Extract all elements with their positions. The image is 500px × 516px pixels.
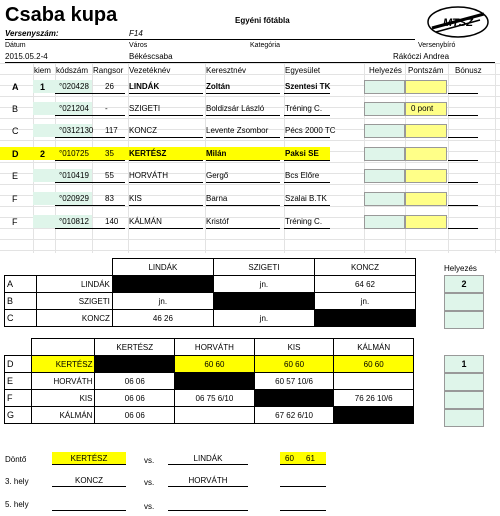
self-match-cell[interactable]	[334, 407, 414, 424]
g2-header-4: KÁLMÁN	[334, 339, 414, 356]
varos-value: Békéscsaba	[129, 52, 173, 61]
row-club: Szalai B.TK	[285, 194, 327, 203]
row-letter: E	[5, 373, 32, 390]
versenybiro-value: Rákóczi Andrea	[393, 52, 450, 61]
match-result[interactable]	[175, 407, 255, 424]
g2-header-1: KERTÉSZ	[95, 339, 175, 356]
row-rank: 35	[105, 149, 114, 158]
row-code: °010725	[59, 149, 89, 158]
group-place-cell[interactable]	[444, 409, 484, 427]
tournament-logo	[422, 4, 494, 40]
group-place-cell[interactable]	[444, 311, 484, 329]
row-seed: 1	[40, 82, 46, 92]
row-firstname: Barna	[206, 194, 228, 203]
self-match-cell[interactable]	[112, 276, 213, 293]
header-underline-2	[5, 62, 495, 63]
row-lastname: KÁLMÁN	[129, 217, 162, 226]
row-club: Tréning C.	[285, 217, 323, 226]
helyezes-cell[interactable]	[364, 192, 405, 206]
pontszam-cell[interactable]	[405, 147, 447, 161]
col-pontszam: Pontszám	[408, 66, 444, 75]
match-result[interactable]: 64 62	[314, 276, 415, 293]
row-rank: 26	[105, 82, 114, 91]
col-kiem: kiem	[34, 66, 51, 75]
row-firstname: Zoltán	[206, 82, 230, 91]
donto-score-1: 60	[285, 454, 294, 463]
match-result[interactable]: jn.	[213, 276, 314, 293]
page-subtitle: Egyéni főtábla	[235, 16, 290, 25]
row-group-letter: A	[12, 82, 19, 92]
row-club: Bcs Előre	[285, 171, 320, 180]
helyezes-cell[interactable]	[364, 169, 405, 183]
g1-header-3: KONCZ	[314, 259, 415, 276]
col-kodszam: kódszám	[56, 66, 89, 75]
match-result[interactable]: 06 75 6/10	[175, 390, 255, 407]
self-match-cell[interactable]	[175, 373, 255, 390]
row-code: °0312130	[59, 126, 94, 135]
row-letter: F	[5, 390, 32, 407]
pontszam-cell[interactable]	[405, 80, 447, 94]
row-code: °010812	[59, 217, 89, 226]
hely5-vs: vs.	[144, 502, 155, 511]
row-letter: D	[5, 356, 32, 373]
group-row	[5, 276, 416, 293]
row-player-name: KONCZ	[37, 310, 112, 327]
helyezes-cell[interactable]	[364, 80, 405, 94]
match-result[interactable]: 76 26 10/6	[334, 390, 414, 407]
versenyszam-label: Versenyszám:	[5, 29, 59, 38]
row-lastname: KERTÉSZ	[129, 149, 167, 158]
col-rangsor: Rangsor	[93, 66, 124, 75]
group-a-table	[4, 258, 416, 327]
row-code: °021204	[59, 104, 89, 113]
row-rank: 55	[105, 171, 114, 180]
match-result[interactable]: 60 57 10/6	[254, 373, 334, 390]
col-vezeteknev: Vezetéknév	[129, 66, 171, 75]
group-row	[5, 390, 414, 407]
helyezes-cell[interactable]	[364, 102, 405, 116]
row-lastname: LINDÁK	[129, 82, 160, 91]
row-player-name: KÁLMÁN	[32, 407, 95, 424]
hely5-label: 5. hely	[5, 500, 29, 509]
row-code: °020929	[59, 194, 89, 203]
hely3-vs: vs.	[144, 478, 155, 487]
row-club: Paksi SE	[285, 149, 319, 158]
match-result[interactable]: 46 26	[112, 310, 213, 327]
pontszam-cell[interactable]	[405, 169, 447, 183]
hely3-player-2: HORVÁTH	[188, 476, 228, 485]
row-club: Pécs 2000 TC	[285, 126, 336, 135]
match-result[interactable]: jn.	[314, 293, 415, 310]
donto-score-2: 61	[306, 454, 315, 463]
group-b-table	[4, 338, 414, 424]
row-rank: 83	[105, 194, 114, 203]
row-rank: 117	[105, 126, 118, 135]
row-letter: G	[5, 407, 32, 424]
pontszam-cell[interactable]	[405, 192, 447, 206]
row-player-name: LINDÁK	[37, 276, 112, 293]
pontszam-value: 0 pont	[411, 104, 434, 113]
col-helyezes: Helyezés	[369, 66, 402, 75]
self-match-cell[interactable]	[314, 310, 415, 327]
col-egyesulet: Egyesület	[285, 66, 321, 75]
row-firstname: Boldizsár László	[206, 104, 265, 113]
row-group-letter: B	[12, 104, 19, 114]
row-code: °010419	[59, 171, 89, 180]
row-firstname: Levente Zsombor	[206, 126, 269, 135]
g1-header-1: LINDÁK	[112, 259, 213, 276]
pontszam-cell[interactable]	[405, 124, 447, 138]
group-place-value: 1	[461, 359, 467, 369]
match-result[interactable]: 06 06	[95, 373, 175, 390]
row-letter: A	[5, 276, 37, 293]
hely3-player-1: KONCZ	[75, 476, 103, 485]
match-result[interactable]: 60 60	[175, 356, 255, 373]
row-club: Szentesi TK	[285, 82, 331, 91]
row-group-letter: D	[12, 149, 19, 159]
row-firstname: Gergő	[206, 171, 229, 180]
header-underline	[5, 39, 415, 40]
match-result[interactable]: jn.	[112, 293, 213, 310]
g2-header-2: HORVÁTH	[175, 339, 255, 356]
helyezes-cell[interactable]	[364, 215, 405, 229]
match-result[interactable]: 06 06	[95, 407, 175, 424]
match-result[interactable]: jn.	[213, 310, 314, 327]
row-rank: -	[105, 104, 108, 113]
row-seed: 2	[40, 149, 46, 159]
group-row	[5, 407, 414, 424]
versenybiro-label: Versenybíró	[418, 42, 456, 49]
group-place-value: 2	[461, 279, 467, 289]
group-row	[5, 310, 416, 327]
versenyszam-value: F14	[129, 29, 143, 38]
varos-label: Város	[129, 42, 148, 49]
helyezes-cell[interactable]	[364, 124, 405, 138]
group-place-cell[interactable]	[444, 355, 484, 373]
group-place-cell[interactable]	[444, 391, 484, 409]
donto-label: Döntő	[5, 455, 27, 464]
col-bonusz: Bónusz	[455, 66, 482, 75]
row-group-letter: E	[12, 171, 19, 181]
row-firstname: Kristóf	[206, 217, 229, 226]
datum-label: Dátum	[5, 42, 26, 49]
hely3-label: 3. hely	[5, 477, 29, 486]
row-firstname: Milán	[206, 149, 227, 158]
row-lastname: SZIGETI	[129, 104, 161, 113]
match-result[interactable]: 06 06	[95, 390, 175, 407]
group-row	[5, 373, 414, 390]
kategoria-label: Kategória	[250, 42, 280, 49]
match-result[interactable]: 67 62 6/10	[254, 407, 334, 424]
page-title: Csaba kupa	[5, 4, 118, 26]
row-group-letter: F	[12, 194, 18, 204]
donto-player-2: LINDÁK	[193, 454, 223, 463]
pontszam-cell[interactable]	[405, 215, 447, 229]
svg-text:MTSZ: MTSZ	[443, 17, 473, 29]
group-place-cell[interactable]	[444, 293, 484, 311]
match-result[interactable]	[334, 373, 414, 390]
self-match-cell[interactable]	[95, 356, 175, 373]
g1-header-2: SZIGETI	[213, 259, 314, 276]
donto-vs: vs.	[144, 456, 155, 465]
row-player-name: HORVÁTH	[32, 373, 95, 390]
self-match-cell[interactable]	[254, 390, 334, 407]
row-player-name: SZIGETI	[37, 293, 112, 310]
row-group-letter: C	[12, 126, 19, 136]
helyezes-header: Helyezés	[444, 264, 477, 273]
row-letter: B	[5, 293, 37, 310]
group-row	[5, 356, 414, 373]
row-lastname: HORVÁTH	[129, 171, 168, 180]
helyezes-cell[interactable]	[364, 147, 405, 161]
col-keresztnev: Keresztnév	[206, 66, 247, 75]
group-row	[5, 293, 416, 310]
donto-player-1: KERTÉSZ	[70, 454, 108, 463]
match-result[interactable]: 60 60	[334, 356, 414, 373]
row-group-letter: F	[12, 217, 18, 227]
row-letter: C	[5, 310, 37, 327]
row-lastname: KONCZ	[129, 126, 157, 135]
row-player-name: KERTÉSZ	[32, 356, 95, 373]
row-lastname: KIS	[129, 194, 142, 203]
match-result[interactable]: 60 60	[254, 356, 334, 373]
datum-value: 2015.05.2-4	[5, 52, 48, 61]
group-place-cell[interactable]	[444, 275, 484, 293]
row-rank: 140	[105, 217, 119, 226]
row-code: °020428	[59, 82, 89, 91]
group-place-cell[interactable]	[444, 373, 484, 391]
self-match-cell[interactable]	[213, 293, 314, 310]
g2-header-3: KIS	[254, 339, 334, 356]
row-player-name: KIS	[32, 390, 95, 407]
row-club: Tréning C.	[285, 104, 323, 113]
